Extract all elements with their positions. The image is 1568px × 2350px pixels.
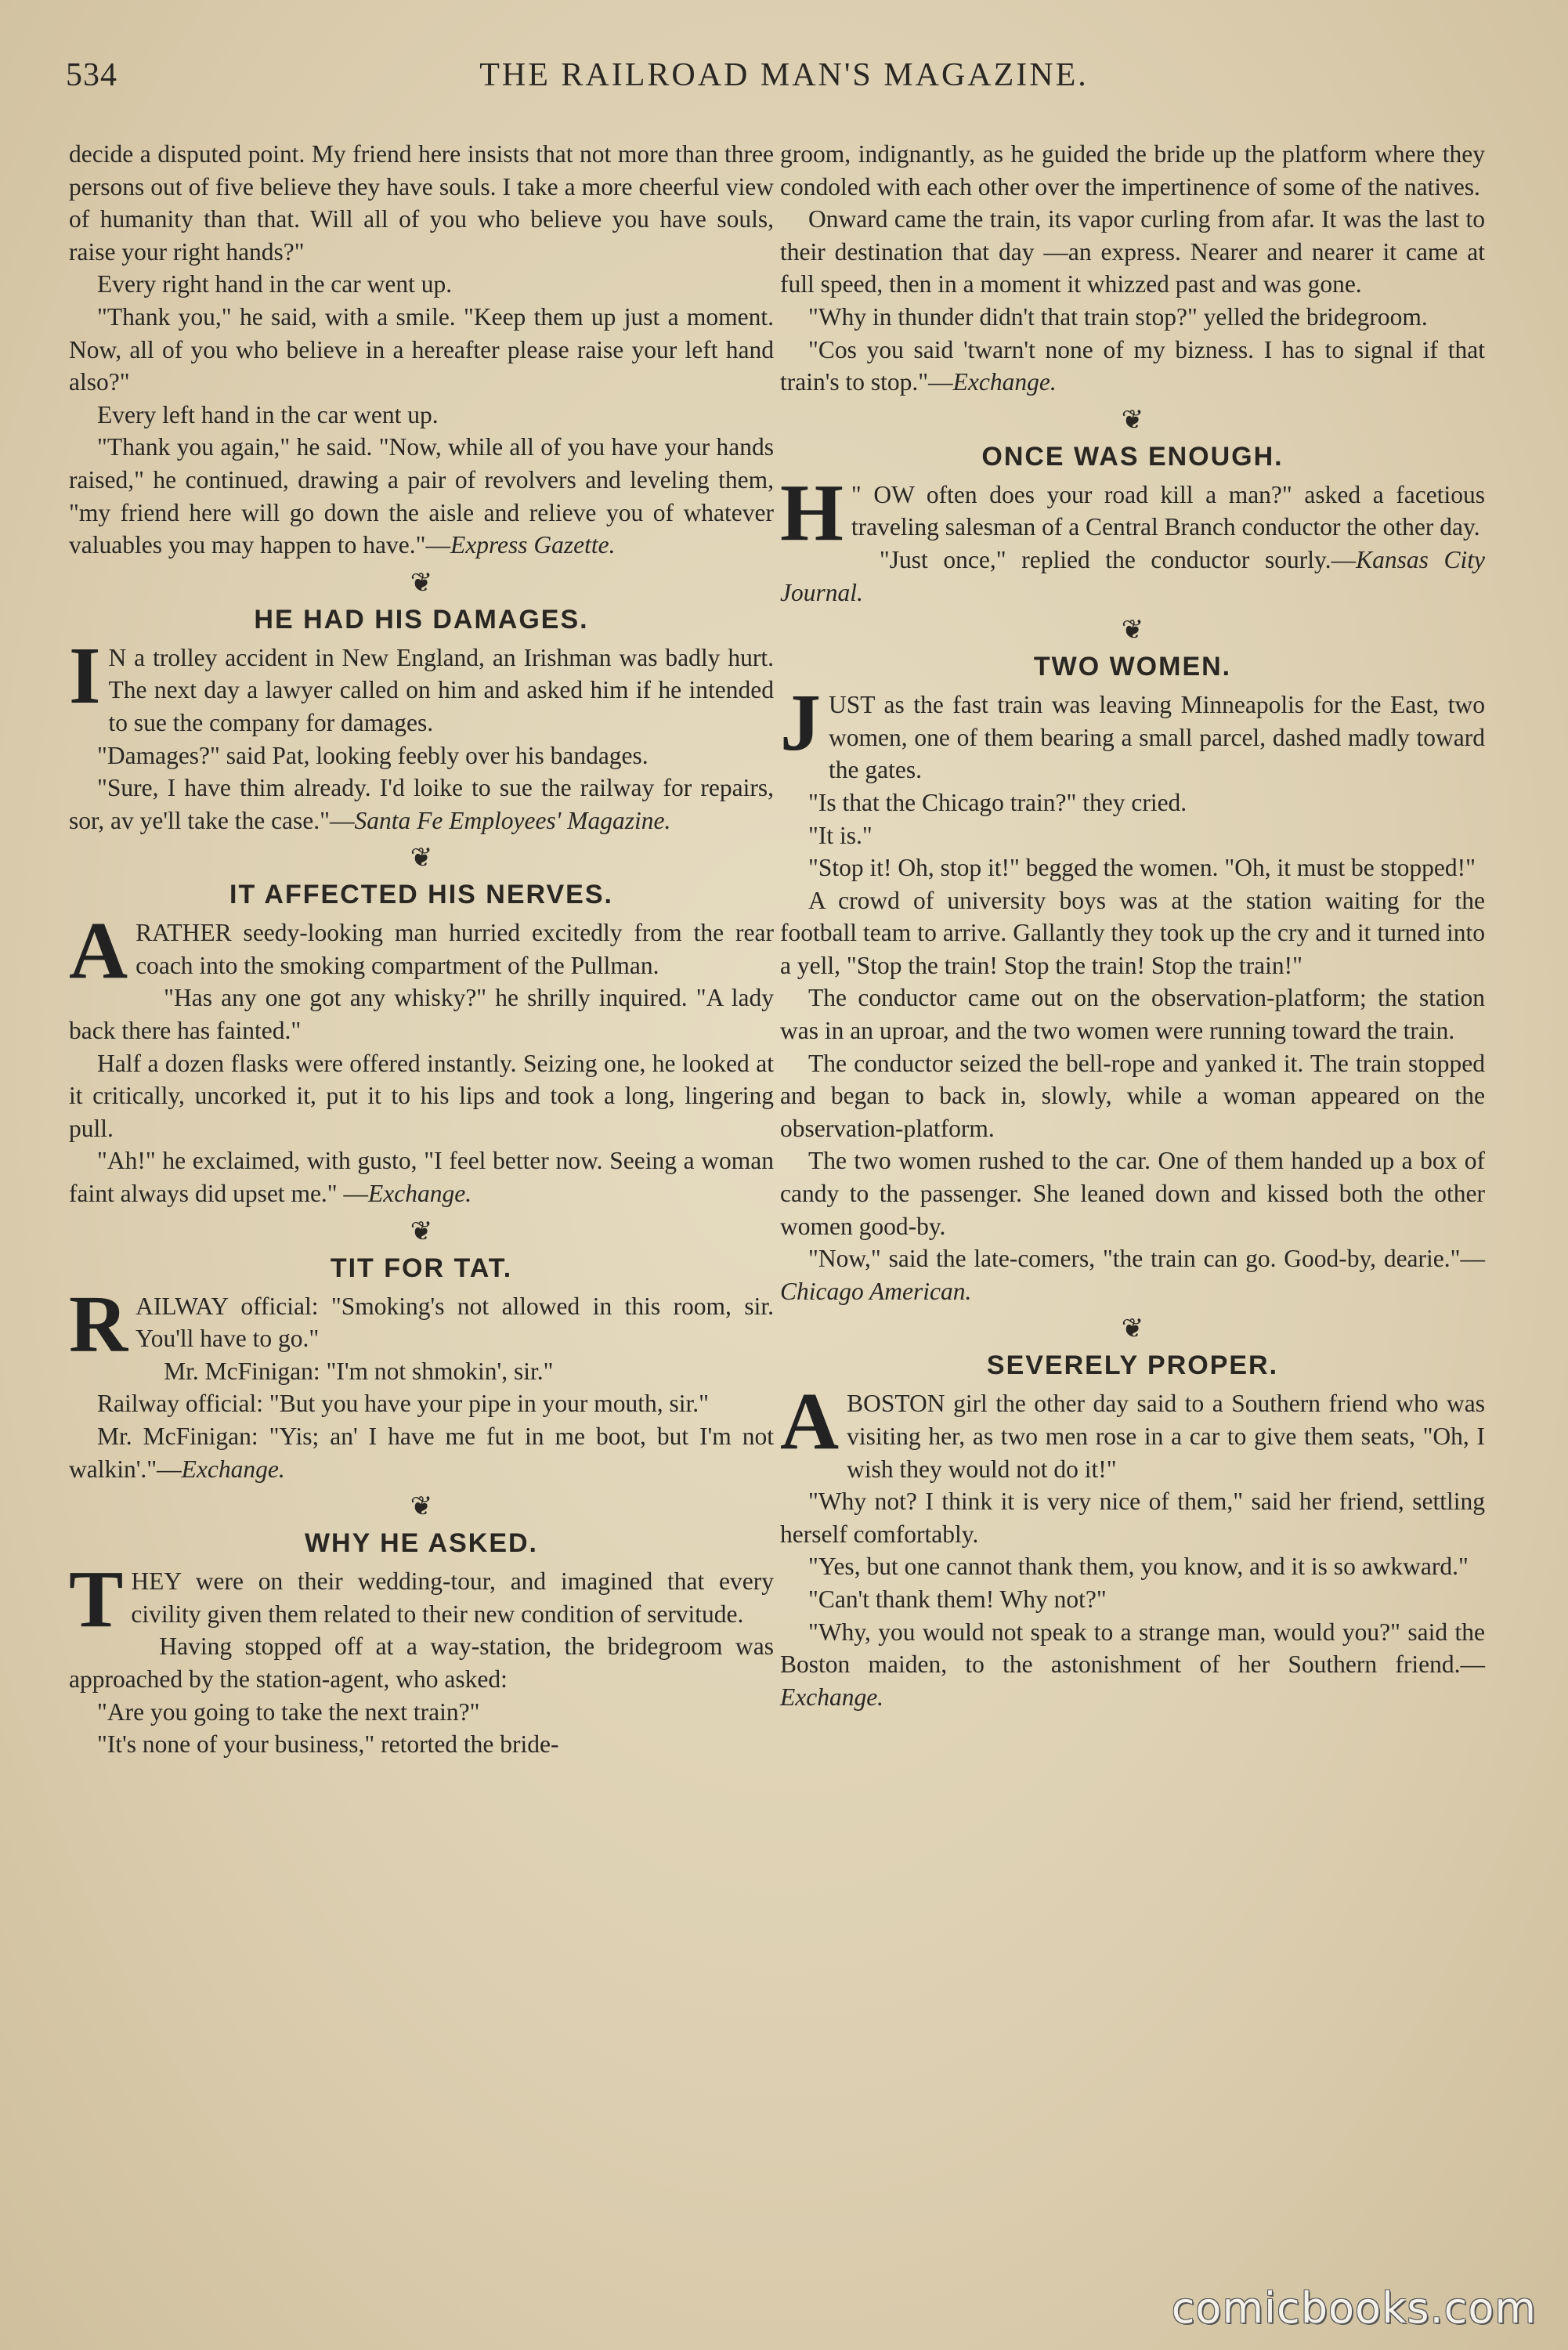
paragraph: "Why not? I think it is very nice of them," said her friend, settling herself comfortably. [780,1488,1485,1548]
paragraph: "Stop it! Oh, stop it!" begged the women. "Oh, it must be stopped!" [808,854,1476,882]
paragraph-text: UST as the fast train was leaving Minneapolis for the East, two women, one of them bearing a small parcel, dashed madly toward the gates. [829,691,1485,784]
source-credit: Exchange. [181,1455,285,1483]
paragraph: "Are you going to take the next train?" [97,1697,480,1726]
paragraph-text: AILWAY official: "Smoking's not allowed in this room, sir. You'll have to go." [135,1292,774,1353]
drop-cap: T [69,1554,124,1645]
paragraph: Every right hand in the car went up. [97,270,453,298]
paragraph: A crowd of university boys was at the station waiting for the football team to arrive. Gallantly they took up the cry and it turned into a yell, "Stop the train! Stop the train! Stop the train!" [780,886,1485,979]
paragraph: "Damages?" said Pat, looking feebly over his bandages. [97,741,649,769]
paragraph [69,630,774,739]
article-title: SEVERELY PROPER. [986,1350,1279,1381]
paragraph [780,544,1485,609]
magazine-title: THE RAILROAD MAN'S MAGAZINE. [479,57,1089,93]
paragraph [780,1376,1485,1485]
paragraph-text: "Now," said the late-comers, "the train can go. Good-by, dearie."— [808,1245,1485,1273]
paragraph-text: "Thank you again," he said. "Now, while all of you have your hands raised," he continued, drawing a pair of revolvers and leveling them, "my friend here will go down the aisle and relieve you of whatever valuables you may happen to have."— [69,433,774,559]
article-title: ONCE WAS ENOUGH. [981,441,1284,472]
paragraph [69,1554,774,1645]
source-credit: Exchange. [952,368,1057,396]
drop-cap: A [780,1376,840,1467]
drop-cap: H [780,467,844,558]
ornament-icon: ❦ [410,1492,433,1522]
source-credit: Kansas City Journal. [780,545,1485,606]
article-title: TIT FOR TAT. [330,1253,513,1283]
watermark: comicbooks.com [1171,2283,1537,2333]
paragraph: Railway official: "But you have your pipe in your mouth, sir." [97,1390,710,1418]
right-column [780,138,1485,1713]
paragraph [780,1616,1485,1714]
paragraph: Half a dozen flasks were offered instantly. Seizing one, he looked at it critically, uncorked it, put it to his lips and took a long, lingering pull. [69,1049,774,1142]
article-title: WHY HE ASKED. [304,1528,539,1559]
drop-cap: R [69,1278,128,1369]
paragraph-text: "Why, you would not speak to a strange man, would you?" said the Boston maiden, to the astonishment of her Southern friend.— [780,1618,1485,1679]
ornament-icon: ❦ [410,568,433,598]
ornament-icon: ❦ [1121,1314,1144,1344]
paragraph [780,678,1485,786]
ornament-icon: ❦ [1121,616,1144,645]
paragraph-text: "Just once," replied the conductor sourly.— [879,545,1357,573]
ornament-icon: ❦ [410,1217,433,1246]
paragraph: The conductor seized the bell-rope and yanked it. The train stopped and began to back in, slowly, while a woman appeared on the observation-platform. [780,1049,1485,1142]
article-title: HE HAD HIS DAMAGES. [254,604,589,634]
paragraph: The conductor came out on the observation-platform; the station was in an uproar, and the two women were running toward the train. [780,984,1485,1045]
paragraph-text: " OW often does your road kill a man?" asked a facetious traveling salesman of a Central Branch conductor the other day. [851,480,1485,541]
paragraph: Having stopped off at a way-station, the bridegroom was approached by the station-agent, who asked: [69,1632,774,1693]
paragraph [780,334,1485,399]
paragraph-text: HEY were on their wedding-tour, and imagined that every civility given them related to their new condition of servitude. [131,1567,774,1628]
paragraph [69,431,774,561]
source-credit: Express Gazette. [450,531,616,559]
paragraph-text: N a trolley accident in New England, an Irishman was badly hurt. The next day a lawyer called on him and asked him if he intended to sue the company for damages. [108,643,774,736]
article-title: TWO WOMEN. [1033,652,1232,682]
paragraph [780,1242,1485,1307]
paragraph: decide a disputed point. My friend here insists that not more than three persons out of five believe they have souls. I take a more cheerful view of humanity than that. Will all of you who believe you have souls, raise your right hands?" [69,140,774,266]
paragraph-text: BOSTON girl the other day said to a Southern friend who was visiting her, as two men rose in a car to give them seats, "Oh, I wish they would not do it!" [847,1390,1485,1483]
paragraph-text: "Ah!" he exclaimed, with gusto, "I feel better now. Seeing a woman faint always did upset me." — [69,1147,774,1208]
paragraph: Onward came the train, its vapor curling from afar. It was the last to their destination that day —an express. Nearer and nearer it came at full speed, then in a moment it whizzed past and was gone. [780,205,1485,298]
paragraph: "It's none of your business," retorted the bride- [97,1730,559,1759]
paragraph [69,906,774,996]
drop-cap: A [69,906,128,996]
paragraph [69,1144,774,1209]
paragraph: "Why in thunder didn't that train stop?" yelled the bridegroom. [808,302,1428,331]
paragraph [69,1278,774,1369]
paragraph: "Yes, but one cannot thank them, you know, and it is so awkward." [808,1553,1469,1581]
paragraph: "Can't thank them! Why not?" [808,1585,1107,1613]
source-credit: Santa Fe Employees' Magazine. [354,806,671,834]
paragraph: Mr. McFinigan: "I'm not shmokin', sir." [164,1357,554,1385]
paragraph [69,772,774,837]
left-column [69,138,774,1761]
ornament-icon: ❦ [410,844,433,873]
paragraph [780,467,1485,558]
paragraph: "Thank you," he said, with a smile. "Keep them up just a moment. Now, all of you who believe in a hereafter please raise your left hand also?" [69,302,774,396]
paragraph-text: Mr. McFinigan: "Yis; an' I have me fut in me boot, but I'm not walkin'."— [69,1423,774,1483]
paragraph: "It is." [808,821,873,849]
source-credit: Chicago American. [780,1277,972,1305]
paragraph-text: RATHER seedy-looking man hurried excitedly from the rear coach into the smoking compartment of the Pullman. [135,919,774,979]
source-credit: Exchange. [368,1180,472,1208]
drop-cap: I [69,630,101,721]
ornament-icon: ❦ [1121,405,1144,435]
running-header [66,56,1502,103]
paragraph: groom, indignantly, as he guided the bride up the platform where they condoled with each other over the impertinence of some of the natives. [780,140,1485,201]
article-title: IT AFFECTED HIS NERVES. [229,880,613,910]
source-credit: Exchange. [780,1683,884,1711]
paragraph [69,1420,774,1485]
paragraph-text: "Sure, I have thim already. I'd loike to sue the railway for repairs, sor, av ye'll take the case."— [69,774,774,834]
drop-cap: J [780,678,821,768]
paragraph-text: "Cos you said 'twarn't none of my bizness. I has to signal if that train's to stop."— [780,335,1485,396]
page-number: 534 [66,57,117,93]
paragraph: Every left hand in the car went up. [97,400,439,428]
paragraph: The two women rushed to the car. One of them handed up a box of candy to the passenger. She leaned down and kissed both the other women good-by. [780,1147,1485,1240]
paragraph: "Has any one got any whisky?" he shrilly inquired. "A lady back there has fainted." [69,984,774,1045]
paragraph: "Is that the Chicago train?" they cried. [808,788,1187,816]
